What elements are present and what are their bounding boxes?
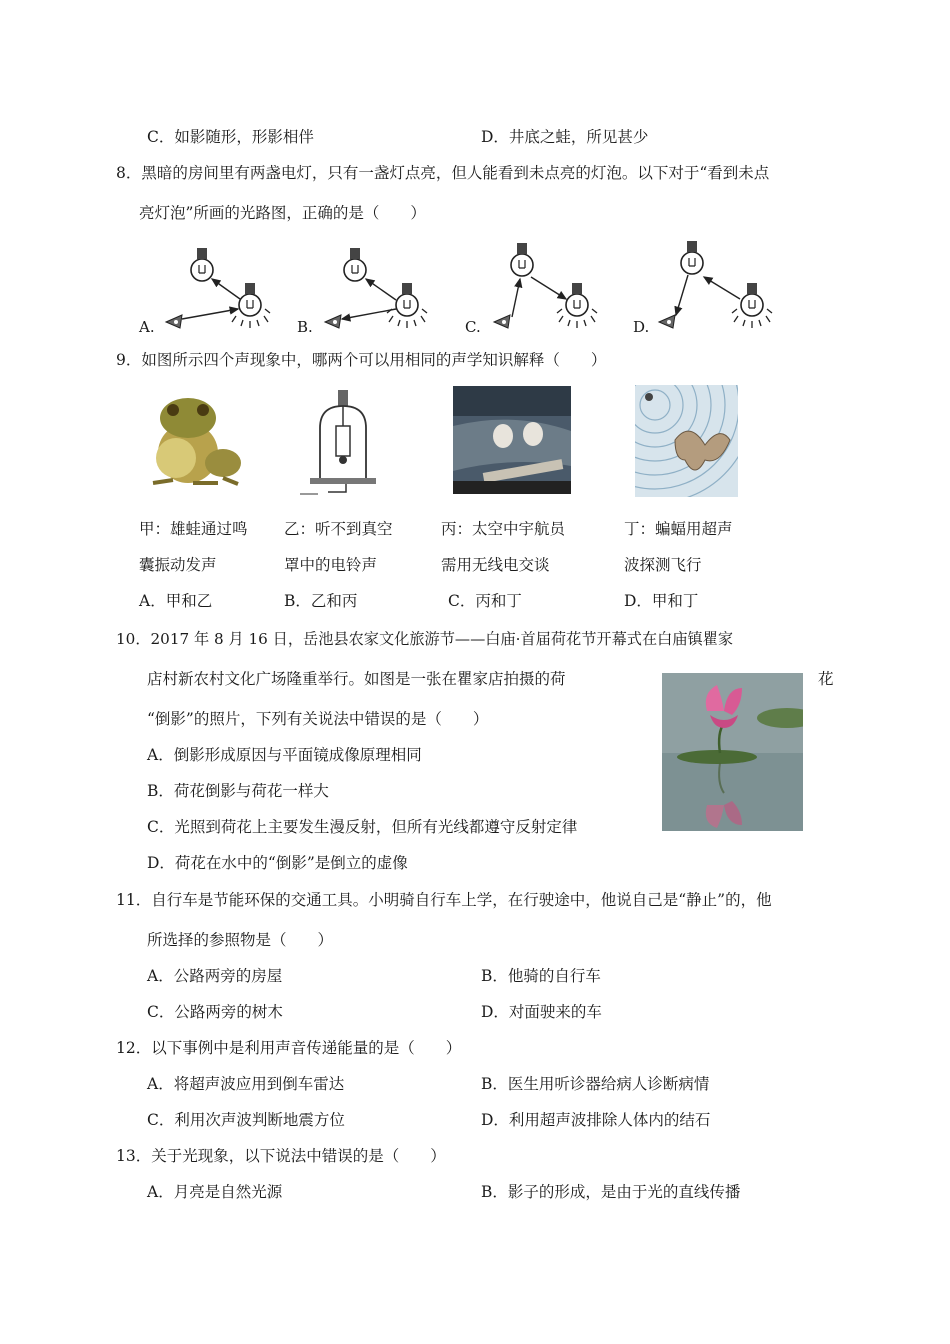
q9-caption-ding-line1: 丁：蝙蝠用超声 — [624, 520, 733, 538]
q10-option-a: A．倒影形成原因与平面镜成像原理相同 — [147, 746, 422, 764]
q8-diagram-c — [494, 243, 597, 328]
q9-option-b: B．乙和丙 — [284, 592, 358, 610]
q13-stem: 13．关于光现象，以下说法中错误的是（ ） — [116, 1147, 446, 1165]
q10-stem-line2: 店村新农村文化广场隆重举行。如图是一张在瞿家店拍摄的荷 — [147, 670, 566, 688]
bell-jar-image — [298, 388, 388, 500]
q9-option-a: A．甲和乙 — [139, 592, 213, 610]
q8-diagram-b — [325, 248, 427, 328]
q8-label-a: A. — [139, 318, 155, 336]
lotus-reflection-photo — [662, 673, 803, 831]
q11-option-a: A．公路两旁的房屋 — [147, 967, 283, 985]
q7-option-d: D．井底之蛙，所见甚少 — [481, 128, 649, 146]
q8-label-c: C. — [465, 318, 481, 336]
q9-option-d: D．甲和丁 — [624, 592, 699, 610]
q8-label-b: B. — [297, 318, 313, 336]
q9-caption-ding-line2: 波探测飞行 — [624, 556, 702, 574]
q13-option-a: A．月亮是自然光源 — [147, 1183, 283, 1201]
q7-option-c: C．如影随形，形影相伴 — [147, 128, 314, 146]
q9-option-c: C．丙和丁 — [448, 592, 522, 610]
q8-stem-line1: 8．黑暗的房间里有两盏电灯，只有一盏灯点亮，但人能看到未点亮的灯泡。以下对于“看到未点 — [116, 164, 770, 182]
bat-image — [635, 385, 738, 497]
q10-stem-line2-end: 花 — [818, 670, 834, 688]
q9-caption-bing-line2: 需用无线电交谈 — [441, 556, 550, 574]
q10-option-d: D．荷花在水中的“倒影”是倒立的虚像 — [147, 854, 408, 872]
q12-option-c: C．利用次声波判断地震方位 — [147, 1111, 345, 1129]
q12-option-d: D．利用超声波排除人体内的结石 — [481, 1111, 711, 1129]
q8-diagram-d — [659, 241, 772, 328]
q9-caption-yi-line2: 罩中的电铃声 — [284, 556, 378, 574]
q10-option-c: C．光照到荷花上主要发生漫反射，但所有光线都遵守反射定律 — [147, 818, 578, 836]
q8-diagram-a — [166, 248, 270, 328]
q13-option-b: B．影子的形成，是由于光的直线传播 — [481, 1183, 741, 1201]
q9-caption-yi-line1: 乙：听不到真空 — [284, 520, 393, 538]
q11-stem-line2: 所选择的参照物是（ ） — [147, 931, 334, 949]
q12-stem: 12．以下事例中是利用声音传递能量的是（ ） — [116, 1039, 462, 1057]
frog-image — [138, 388, 248, 498]
q9-caption-jia-line1: 甲：雄蛙通过鸣 — [139, 520, 248, 538]
q11-option-c: C．公路两旁的树木 — [147, 1003, 283, 1021]
q10-option-b: B．荷花倒影与荷花一样大 — [147, 782, 329, 800]
q11-option-b: B．他骑的自行车 — [481, 967, 601, 985]
q8-label-d: D. — [633, 318, 650, 336]
q10-stem-line1: 10．2017 年 8 月 16 日，岳池县农家文化旅游节——白庙·首届荷花节开幕式在白庙镇瞿家 — [116, 630, 734, 648]
q11-option-d: D．对面驶来的车 — [481, 1003, 602, 1021]
q12-option-b: B．医生用听诊器给病人诊断病情 — [481, 1075, 710, 1093]
q9-caption-jia-line2: 囊振动发声 — [139, 556, 217, 574]
astronauts-image — [453, 386, 571, 494]
q12-option-a: A．将超声波应用到倒车雷达 — [147, 1075, 345, 1093]
q9-stem: 9．如图所示四个声现象中，哪两个可以用相同的声学知识解释（ ） — [116, 351, 607, 369]
q9-caption-bing-line1: 丙：太空中宇航员 — [441, 520, 566, 538]
q8-stem-line2: 亮灯泡”所画的光路图，正确的是（ ） — [139, 204, 426, 222]
q11-stem-line1: 11．自行车是节能环保的交通工具。小明骑自行车上学，在行驶途中，他说自己是“静止”的，他 — [116, 891, 772, 909]
q10-stem-line3: “倒影”的照片，下列有关说法中错误的是（ ） — [147, 710, 489, 728]
